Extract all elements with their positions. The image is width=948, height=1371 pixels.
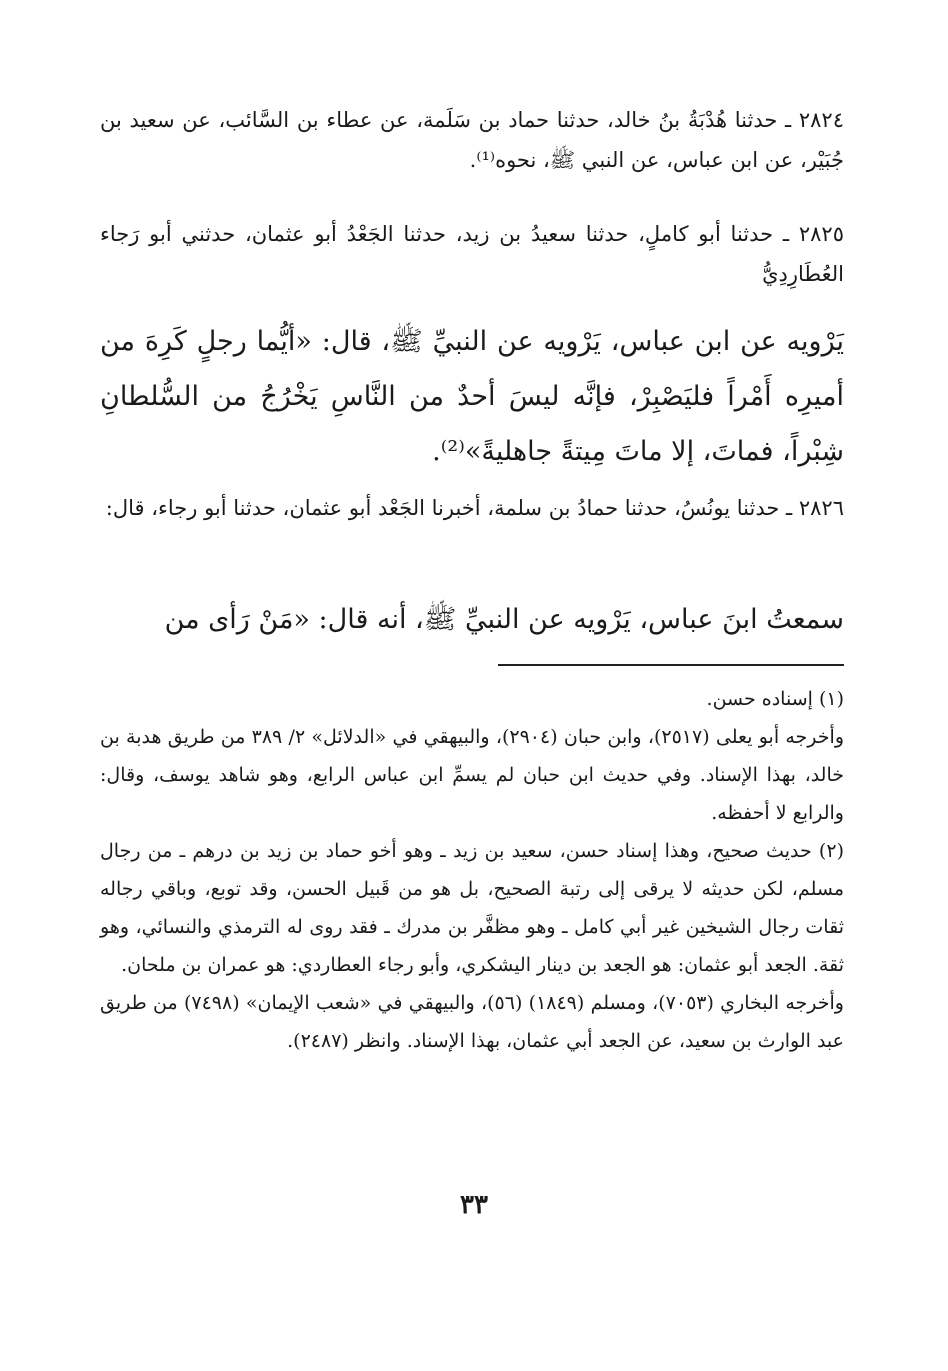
footnote-1-body: وأخرجه أبو يعلى (٢٥١٧)، وابن حبان (٢٩٠٤)، والبيهقي في «الدلائل» ٢/ ٣٨٩ من طريق هدبة بن خالد، بهذا الإسناد. وفي حديث ابن حبان لم يسمِّ ابن عباس الرابع، وهو شاهد يوسف، وقال: والرابع لا أحفظه. <box>100 726 844 824</box>
footnotes <box>100 680 844 1060</box>
page-number: ٣٣ <box>460 1190 488 1220</box>
hadith-2825-matn: يَرْويه عن ابن عباس، يَرْويه عن النبيِّ ﷺ، قال: «أيُّما رجلٍ كَرِهَ من أميرِه أَمْراً فليَصْبِرْ، فإنَّه ليسَ أحدٌ من النَّاسِ يَخْرُجُ من السُّلطانِ شِبْراً، فماتَ، إلا ماتَ مِيتةً جاهليةً»⁽²⁾. <box>100 326 844 467</box>
hadith-2825-narration-text: ٢٨٢٥ ـ حدثنا أبو كاملٍ، حدثنا سعيدُ بن زيد، حدثنا الجَعْدُ أبو عثمان، حدثني أبو رَجاء العُطَارِدِيُّ <box>100 222 844 286</box>
hadith-2826-matn: سمعتُ ابنَ عباس، يَرْويه عن النبيِّ ﷺ، أنه قال: «مَنْ رَأى من <box>164 604 844 635</box>
footnote-1-heading: (١) إسناده حسن. <box>706 688 844 710</box>
hadith-2826-narration <box>100 488 844 528</box>
footnote-2-references: وأخرجه البخاري (٧٠٥٣)، ومسلم (١٨٤٩) (٥٦)، والبيهقي في «شعب الإيمان» (٧٤٩٨) من طريق عبد الوارث بن سعيد، عن الجعد أبي عثمان، بهذا الإسناد. وانظر (٢٤٨٧). <box>100 992 844 1052</box>
hadith-2824-narration: ٢٨٢٤ ـ حدثنا هُدْبَةُ بنُ خالد، حدثنا حماد بن سَلَمة، عن عطاء بن السَّائب، عن سعيد بن جُبَيْر، عن ابن عباس، عن النبي ﷺ، نحوه⁽¹⁾. <box>100 108 844 172</box>
hadith-2825-narration <box>100 214 844 294</box>
hadith-2826-narration-text: ٢٨٢٦ ـ حدثنا يونُسُ، حدثنا حمادُ بن سلمة، أخبرنا الجَعْد أبو عثمان، حدثنا أبو رجاء، قال: <box>105 496 844 520</box>
footnote-separator <box>498 664 844 666</box>
hadith-2826-text <box>100 592 844 647</box>
footnote-2-body: (٢) حديث صحيح، وهذا إسناد حسن، سعيد بن زيد ـ وهو أخو حماد بن زيد بن درهم ـ من رجال مسلم، لكن حديثه لا يرقى إلى رتبة الصحيح، بل هو من قَبيل الحسن، وقد توبع، وباقي رجاله ثقات رجال الشيخين غير أبي كامل ـ وهو مظفَّر بن مدرك ـ فقد روى له الترمذي والنسائي، وهو ثقة. الجعد أبو عثمان: هو الجعد بن دينار اليشكري، وأبو رجاء العطاردي: هو عمران بن ملحان. <box>100 840 844 976</box>
hadith-2825-text <box>100 314 844 479</box>
hadith-2824 <box>100 100 844 180</box>
